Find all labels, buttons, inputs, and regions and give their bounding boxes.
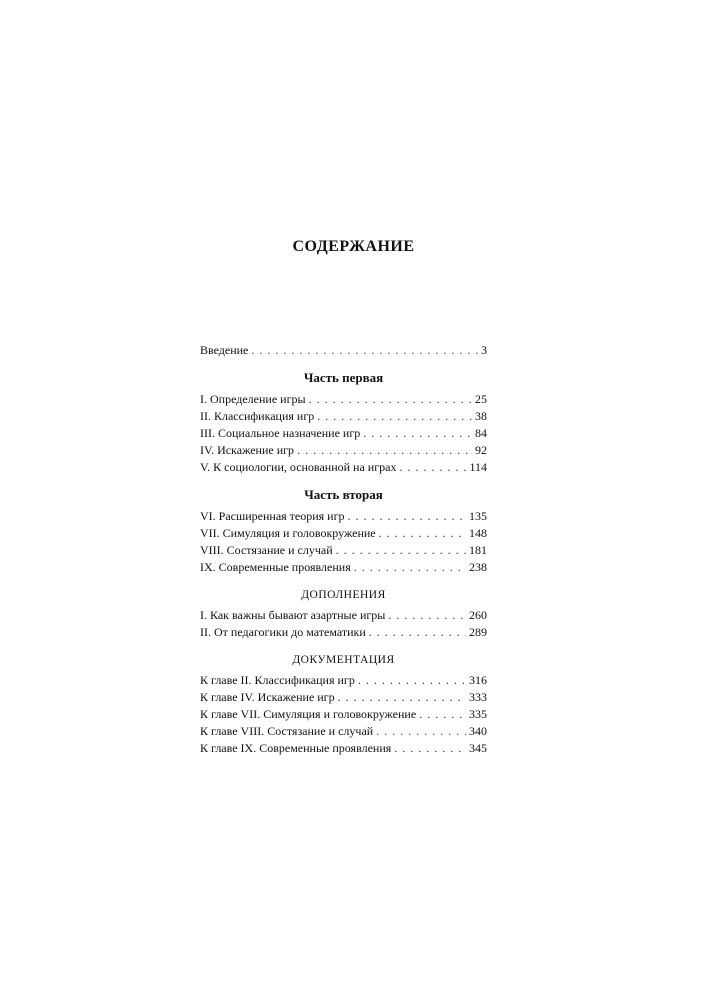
section-heading-supplements: ДОПОЛНЕНИЯ xyxy=(301,589,386,601)
toc-entry-page: 38 xyxy=(475,409,487,423)
toc-entry xyxy=(200,625,487,642)
toc-entry-page: 92 xyxy=(475,443,487,457)
table-of-contents xyxy=(200,343,487,758)
toc-entry-page: 238 xyxy=(469,560,487,574)
toc-entry-page: 3 xyxy=(481,343,487,357)
toc-entry-text: VI. Расширенная теория игр xyxy=(200,509,345,523)
toc-leader-dots xyxy=(251,343,478,358)
toc-leader-dots xyxy=(394,741,466,756)
toc-entry xyxy=(200,673,487,690)
toc-entry-text: К главе VII. Симуляция и головокружение xyxy=(200,707,417,721)
toc-entry xyxy=(200,460,487,477)
toc-entry-text: IX. Современные проявления xyxy=(200,560,351,574)
toc-leader-dots xyxy=(369,625,466,640)
toc-leader-dots xyxy=(363,426,472,441)
toc-entry-page: 289 xyxy=(469,625,487,639)
toc-entry-text: К главе VIII. Состязание и случай xyxy=(200,724,374,738)
toc-leader-dots xyxy=(358,673,466,688)
toc-entry xyxy=(200,707,487,724)
toc-entry-page: 316 xyxy=(469,673,487,687)
toc-entry-page: 345 xyxy=(469,741,487,755)
toc-leader-dots xyxy=(348,509,466,524)
toc-leader-dots xyxy=(376,724,466,739)
toc-leader-dots xyxy=(419,707,466,722)
section-heading-documentation: ДОКУМЕНТАЦИЯ xyxy=(292,654,395,666)
toc-entry-page: 135 xyxy=(469,509,487,523)
toc-entry-text: II. От педагогики до математики xyxy=(200,625,366,639)
toc-entry-text: К главе IV. Искажение игр xyxy=(200,690,335,704)
toc-entry-text: I. Определение игры xyxy=(200,392,306,406)
toc-entry-text: VII. Симуляция и головокружение xyxy=(200,526,376,540)
toc-leader-dots xyxy=(354,560,466,575)
toc-entry xyxy=(200,608,487,625)
toc-entry xyxy=(200,526,487,543)
toc-entry xyxy=(200,560,487,577)
toc-entry-page: 114 xyxy=(469,460,487,474)
toc-entry xyxy=(200,443,487,460)
toc-leader-dots xyxy=(317,409,472,424)
toc-entry xyxy=(200,509,487,526)
toc-entry xyxy=(200,392,487,409)
toc-entry-text: II. Классификация игр xyxy=(200,409,315,423)
toc-leader-dots xyxy=(336,543,466,558)
toc-leader-dots xyxy=(388,608,466,623)
section-heading-part-two: Часть вторая xyxy=(304,487,383,502)
toc-entry-page: 260 xyxy=(469,608,487,622)
page-title: СОДЕРЖАНИЕ xyxy=(292,238,415,255)
toc-entry-page: 340 xyxy=(469,724,487,738)
toc-entry xyxy=(200,724,487,741)
toc-entry xyxy=(200,543,487,560)
toc-leader-dots xyxy=(338,690,466,705)
toc-entry-text: V. К социологии, основанной на играх xyxy=(200,460,397,474)
toc-leader-dots xyxy=(309,392,472,407)
toc-entry xyxy=(200,741,487,758)
toc-entry-text: IV. Искажение игр xyxy=(200,443,295,457)
toc-entry-intro xyxy=(200,343,487,360)
toc-entry-page: 181 xyxy=(469,543,487,557)
toc-entry-text: К главе II. Классификация игр xyxy=(200,673,355,687)
toc-entry-page: 25 xyxy=(475,392,487,406)
toc-entry xyxy=(200,409,487,426)
toc-entry xyxy=(200,690,487,707)
toc-entry-page: 335 xyxy=(469,707,487,721)
toc-entry-text: Введение xyxy=(200,343,249,357)
toc-leader-dots xyxy=(399,460,466,475)
toc-entry-text: К главе IX. Современные проявления xyxy=(200,741,392,755)
toc-entry xyxy=(200,426,487,443)
section-heading-part-one: Часть первая xyxy=(303,370,384,385)
toc-entry-page: 84 xyxy=(475,426,487,440)
toc-entry-page: 333 xyxy=(469,690,487,704)
toc-entry-text: I. Как важны бывают азартные игры xyxy=(200,608,386,622)
toc-leader-dots xyxy=(379,526,466,541)
toc-entry-text: VIII. Состязание и случай xyxy=(200,543,333,557)
toc-entry-text: III. Социальное назначение игр xyxy=(200,426,361,440)
toc-entry-page: 148 xyxy=(469,526,487,540)
toc-leader-dots xyxy=(297,443,472,458)
